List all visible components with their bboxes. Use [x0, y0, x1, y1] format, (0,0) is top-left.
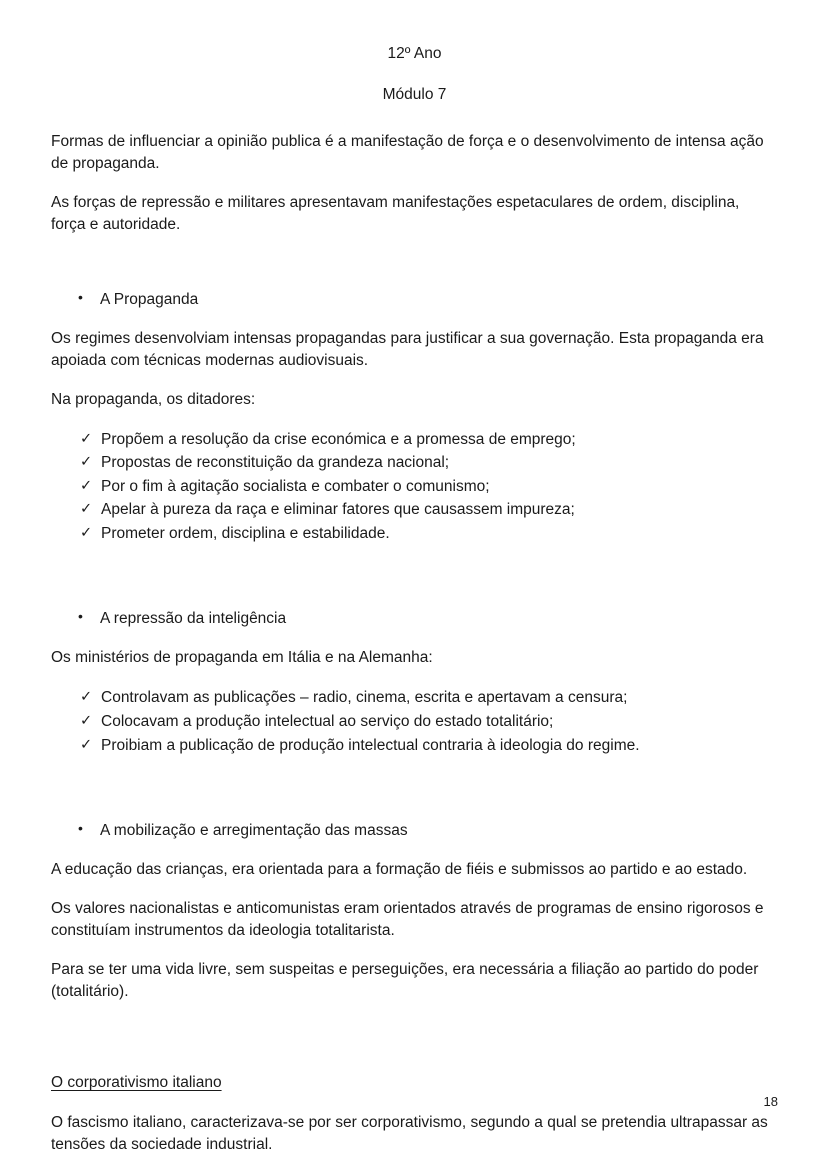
- section-1-paragraph-2: Na propaganda, os ditadores:: [51, 390, 256, 408]
- list-item: [80, 475, 778, 499]
- check-icon: ✓: [80, 736, 93, 753]
- page-number: 18: [763, 1094, 778, 1109]
- spacer: [51, 317, 778, 328]
- section-3-paragraph-2: Os valores nacionalistas e anticomunistas eram orientados através de programas de ensino rigorosos e constituíam instrumentos da ideologia totalitarista.: [51, 900, 764, 940]
- spacer: [51, 1020, 778, 1056]
- document-content: [51, 44, 778, 1171]
- section-1-paragraph-1: Os regimes desenvolviam intensas propagandas para justificar a sua governação. Esta propaganda era apoiada com técnicas modernas audiovisuais.: [51, 329, 764, 369]
- list-item-label: Por o fim à agitação socialista e combater o comunismo;: [101, 477, 490, 495]
- section-2-paragraph-1: Os ministérios de propaganda em Itália e na Alemanha:: [51, 649, 433, 667]
- intro-paragraph-1: Formas de influenciar a opinião publica é a manifestação de força e o desenvolvimento de intensa ação de propaganda.: [51, 132, 764, 172]
- spacer: [51, 636, 778, 647]
- section-bullet-a-mobilizacao: [51, 820, 778, 842]
- section-bullet-label: A repressão da inteligência: [100, 610, 287, 628]
- document-header-module: Módulo 7: [382, 86, 447, 104]
- spacer: [51, 253, 778, 289]
- section-3-paragraph-1: A educação das crianças, era orientada para a formação de fiéis e submissos ao partido e ao estado.: [51, 861, 748, 879]
- spacer: [51, 581, 778, 608]
- closing-paragraph-1: O fascismo italiano, caracterizava-se por ser corporativismo, segundo a qual se pretendia ultrapassar as tensões da sociedade industrial.: [51, 1114, 768, 1154]
- bullet-disc-icon: •: [78, 820, 83, 837]
- subsection-heading: [51, 1072, 778, 1094]
- section-bullet-label: A Propaganda: [100, 290, 199, 308]
- check-icon: ✓: [80, 477, 93, 494]
- section-2-check-list: [51, 686, 778, 757]
- check-icon: ✓: [80, 430, 93, 447]
- list-item-label: Propõem a resolução da crise económica e a promessa de emprego;: [101, 430, 576, 448]
- bullet-disc-icon: •: [78, 608, 83, 625]
- spacer: [51, 1056, 778, 1072]
- section-1-check-list: [51, 428, 778, 546]
- section-bullet-label: A mobilização e arregimentação das massas: [100, 822, 408, 840]
- spacer: [51, 848, 778, 859]
- section-bullet-a-propaganda: [51, 289, 778, 311]
- spacer: [51, 757, 778, 793]
- list-item-label: Propostas de reconstituição da grandeza nacional;: [101, 454, 450, 472]
- check-icon: ✓: [80, 454, 93, 471]
- section-bullet-a-repressao: [51, 608, 778, 630]
- list-item-label: Controlavam as publicações – radio, cinema, escrita e apertavam a censura;: [101, 689, 628, 707]
- list-item-label: Colocavam a produção intelectual ao serviço do estado totalitário;: [101, 713, 554, 731]
- list-item: [80, 498, 778, 522]
- check-icon: ✓: [80, 501, 93, 518]
- list-item-label: Proibiam a publicação de produção intelectual contraria à ideologia do regime.: [101, 736, 640, 754]
- intro-paragraph-2: As forças de repressão e militares apresentavam manifestações espetaculares de ordem, disciplina, força e autoridade.: [51, 193, 740, 233]
- list-item: [80, 451, 778, 475]
- list-item-label: Apelar à pureza da raça e eliminar fatores que causassem impureza;: [101, 501, 575, 519]
- subsection-heading-label: O corporativismo italiano: [51, 1074, 222, 1092]
- spacer: [51, 545, 778, 581]
- document-header-year: 12º Ano: [387, 45, 442, 62]
- section-3-paragraph-3: Para se ter uma vida livre, sem suspeitas e perseguições, era necessária a filiação ao partido do poder (totalitário).: [51, 961, 759, 1001]
- check-icon: ✓: [80, 689, 93, 706]
- list-item: [80, 710, 778, 734]
- check-icon: ✓: [80, 524, 93, 541]
- list-item: [80, 428, 778, 452]
- check-icon: ✓: [80, 713, 93, 730]
- spacer: [51, 793, 778, 820]
- bullet-disc-icon: •: [78, 288, 83, 305]
- list-item: [80, 522, 778, 546]
- list-item-label: Prometer ordem, disciplina e estabilidade.: [101, 524, 390, 542]
- list-item: [80, 686, 778, 710]
- list-item: [80, 734, 778, 758]
